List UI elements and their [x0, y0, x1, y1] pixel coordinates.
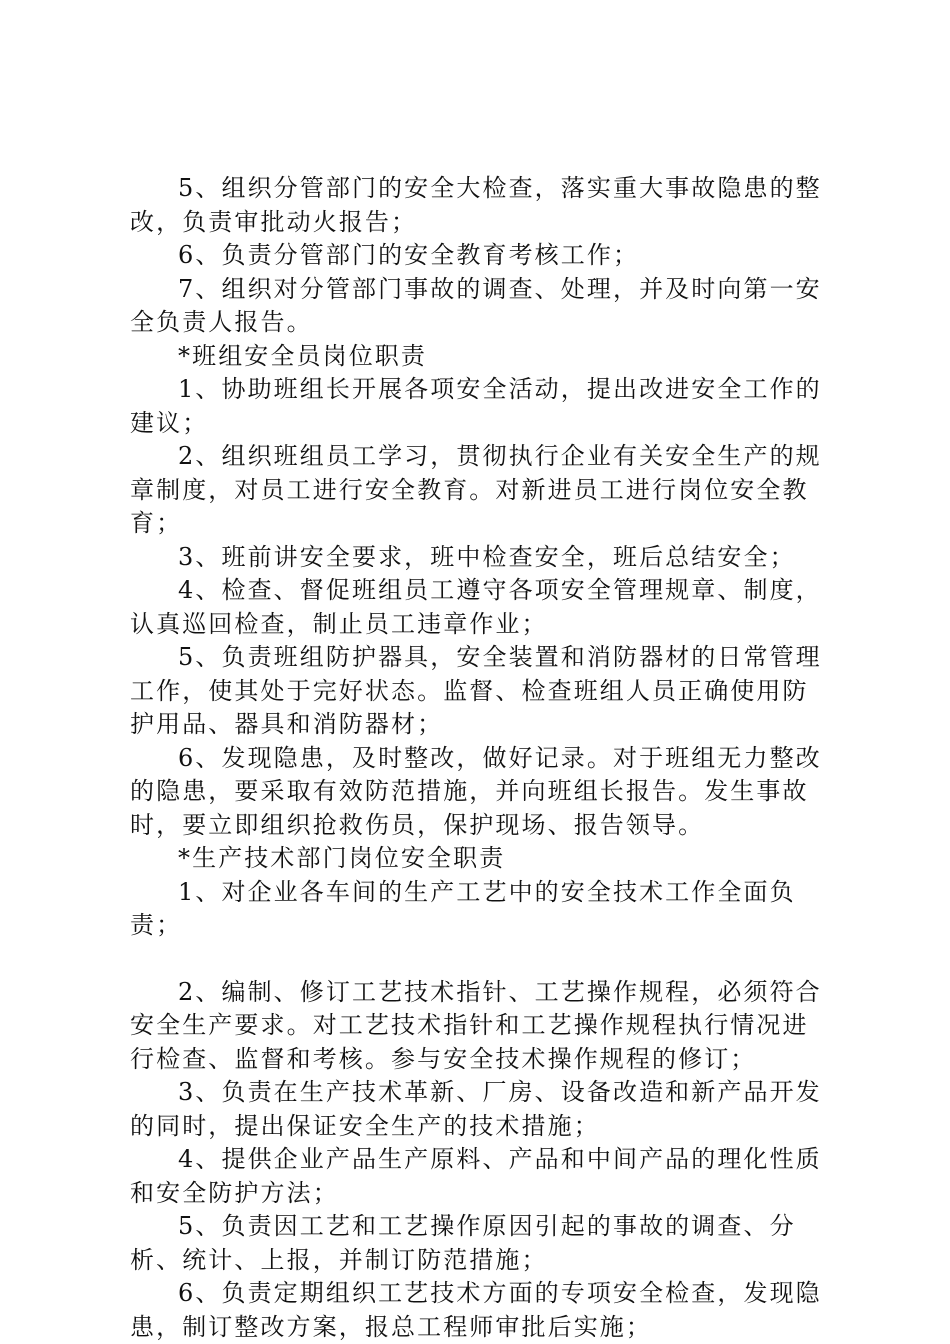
paragraph: 5、负责班组防护器具，安全装置和消防器材的日常管理工作，使其处于完好状态。监督、检查班组人员正确使用防护用品、器具和消防器材；	[130, 643, 822, 738]
paragraph: 7、组织对分管部门事故的调查、处理，并及时向第一安全负责人报告。	[130, 274, 822, 336]
paragraph: 5、负责因工艺和工艺操作原因引起的事故的调查、分析、统计、上报，并制订防范措施；	[130, 1212, 796, 1274]
paragraph: 1、对企业各车间的生产工艺中的安全技术工作全面负责；	[130, 877, 796, 939]
section-heading: *生产技术部门岗位安全职责	[178, 844, 506, 872]
paragraph: 6、负责定期组织工艺技术方面的专项安全检查，发现隐患，制订整改方案，报总工程师审批后实施；	[130, 1279, 822, 1341]
blank-line	[130, 943, 830, 976]
section-heading: *班组安全员岗位职责	[178, 341, 427, 370]
paragraph: 3、负责在生产技术革新、厂房、设备改造和新产品开发的同时，提出保证安全生产的技术措施；	[130, 1078, 822, 1140]
paragraph: 6、发现隐患，及时整改，做好记录。对于班组无力整改的隐患，要采取有效防范措施，并向班组长报告。发生事故时，要立即组织抢救伤员，保护现场、报告领导。	[130, 743, 822, 839]
paragraph: 4、检查、督促班组员工遵守各项安全管理规章、制度，认真巡回检查，制止员工违章作业；	[130, 576, 822, 638]
paragraph: 2、编制、修订工艺技术指针、工艺操作规程，必须符合安全生产要求。对工艺技术指针和工艺操作规程执行情况进行检查、监督和考核。参与安全技术操作规程的修订；	[130, 977, 822, 1073]
paragraph: 6、负责分管部门的安全教育考核工作；	[178, 241, 640, 269]
paragraph: 3、班前讲安全要求，班中检查安全，班后总结安全；	[178, 542, 796, 571]
paragraph: 1、协助班组长开展各项安全活动，提出改进安全工作的建议；	[130, 375, 822, 437]
paragraph: 4、提供企业产品生产原料、产品和中间产品的理化性质和安全防护方法；	[130, 1145, 822, 1207]
document-body	[130, 172, 830, 1344]
paragraph: 2、组织班组员工学习，贯彻执行企业有关安全生产的规章制度，对员工进行安全教育。对新进员工进行岗位安全教育；	[130, 442, 822, 537]
paragraph: 5、组织分管部门的安全大检查，落实重大事故隐患的整改，负责审批动火报告；	[130, 174, 822, 236]
